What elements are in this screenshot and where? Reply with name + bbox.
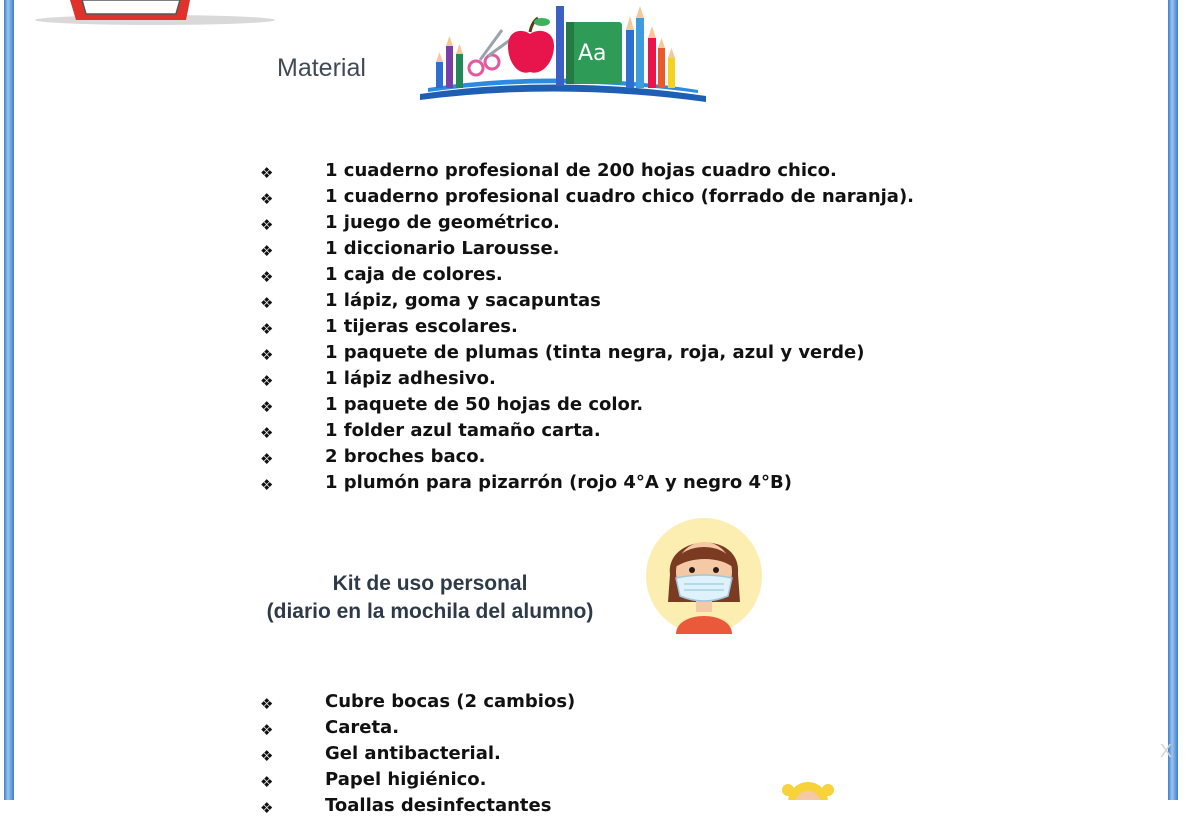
list-item-text: Cubre bocas (2 cambios) <box>325 691 576 712</box>
bullet-diamond-icon: ❖ <box>260 320 274 338</box>
list-item-text: Careta. <box>325 717 400 738</box>
bullet-diamond-icon: ❖ <box>260 721 274 739</box>
bullet-diamond-icon: ❖ <box>260 695 274 713</box>
bullet-diamond-icon: ❖ <box>260 747 274 765</box>
book-label: Aa <box>578 41 607 66</box>
list-item-text: Gel antibacterial. <box>325 743 501 764</box>
list-item-text: 1 caja de colores. <box>325 264 503 285</box>
kit-subtitle: (diario en la mochila del alumno) <box>266 600 594 623</box>
bullet-diamond-icon: ❖ <box>260 242 274 260</box>
list-item-text: 1 paquete de plumas (tinta negra, roja, azul y verde) <box>325 342 865 363</box>
bullet-diamond-icon: ❖ <box>260 398 274 416</box>
kit-heading <box>240 570 620 626</box>
girl-with-mask-icon <box>640 512 770 634</box>
material-title: Material <box>277 54 366 82</box>
page-border-right <box>1168 0 1178 800</box>
list-item-text: 1 juego de geométrico. <box>325 212 560 233</box>
list-item-text: 1 diccionario Larousse. <box>325 238 560 259</box>
bullet-diamond-icon: ❖ <box>260 799 274 817</box>
list-item-text: 1 paquete de 50 hojas de color. <box>325 394 644 415</box>
page-border-left <box>4 0 14 800</box>
bullet-diamond-icon: ❖ <box>260 372 274 390</box>
list-item-text: 1 cuaderno profesional de 200 hojas cuadro chico. <box>325 160 837 181</box>
list-item-text: Papel higiénico. <box>325 769 487 790</box>
list-item-text: 1 lápiz adhesivo. <box>325 368 496 389</box>
list-item-text: Toallas desinfectantes <box>325 795 552 816</box>
decorative-illustration-icon <box>20 0 290 28</box>
school-supplies-icon <box>418 2 710 108</box>
bullet-diamond-icon: ❖ <box>260 773 274 791</box>
list-item-text: 1 lápiz, goma y sacapuntas <box>325 290 601 311</box>
bullet-diamond-icon: ❖ <box>260 294 274 312</box>
bullet-diamond-icon: ❖ <box>260 346 274 364</box>
list-item-text: 1 tijeras escolares. <box>325 316 518 337</box>
list-item-text: 2 broches baco. <box>325 446 486 467</box>
bullet-diamond-icon: ❖ <box>260 164 274 182</box>
bullet-diamond-icon: ❖ <box>260 450 274 468</box>
list-item-text: 1 cuaderno profesional cuadro chico (forrado de naranja). <box>325 186 915 207</box>
watermark: X <box>1160 741 1173 761</box>
bullet-diamond-icon: ❖ <box>260 216 274 234</box>
list-item-text: 1 plumón para pizarrón (rojo 4°A y negro 4°B) <box>325 472 792 493</box>
bullet-diamond-icon: ❖ <box>260 424 274 442</box>
bullet-diamond-icon: ❖ <box>260 190 274 208</box>
list-item-text: 1 folder azul tamaño carta. <box>325 420 601 441</box>
bullet-diamond-icon: ❖ <box>260 476 274 494</box>
child-illustration-icon <box>776 776 846 800</box>
bullet-diamond-icon: ❖ <box>260 268 274 286</box>
kit-title: Kit de uso personal <box>332 572 528 595</box>
